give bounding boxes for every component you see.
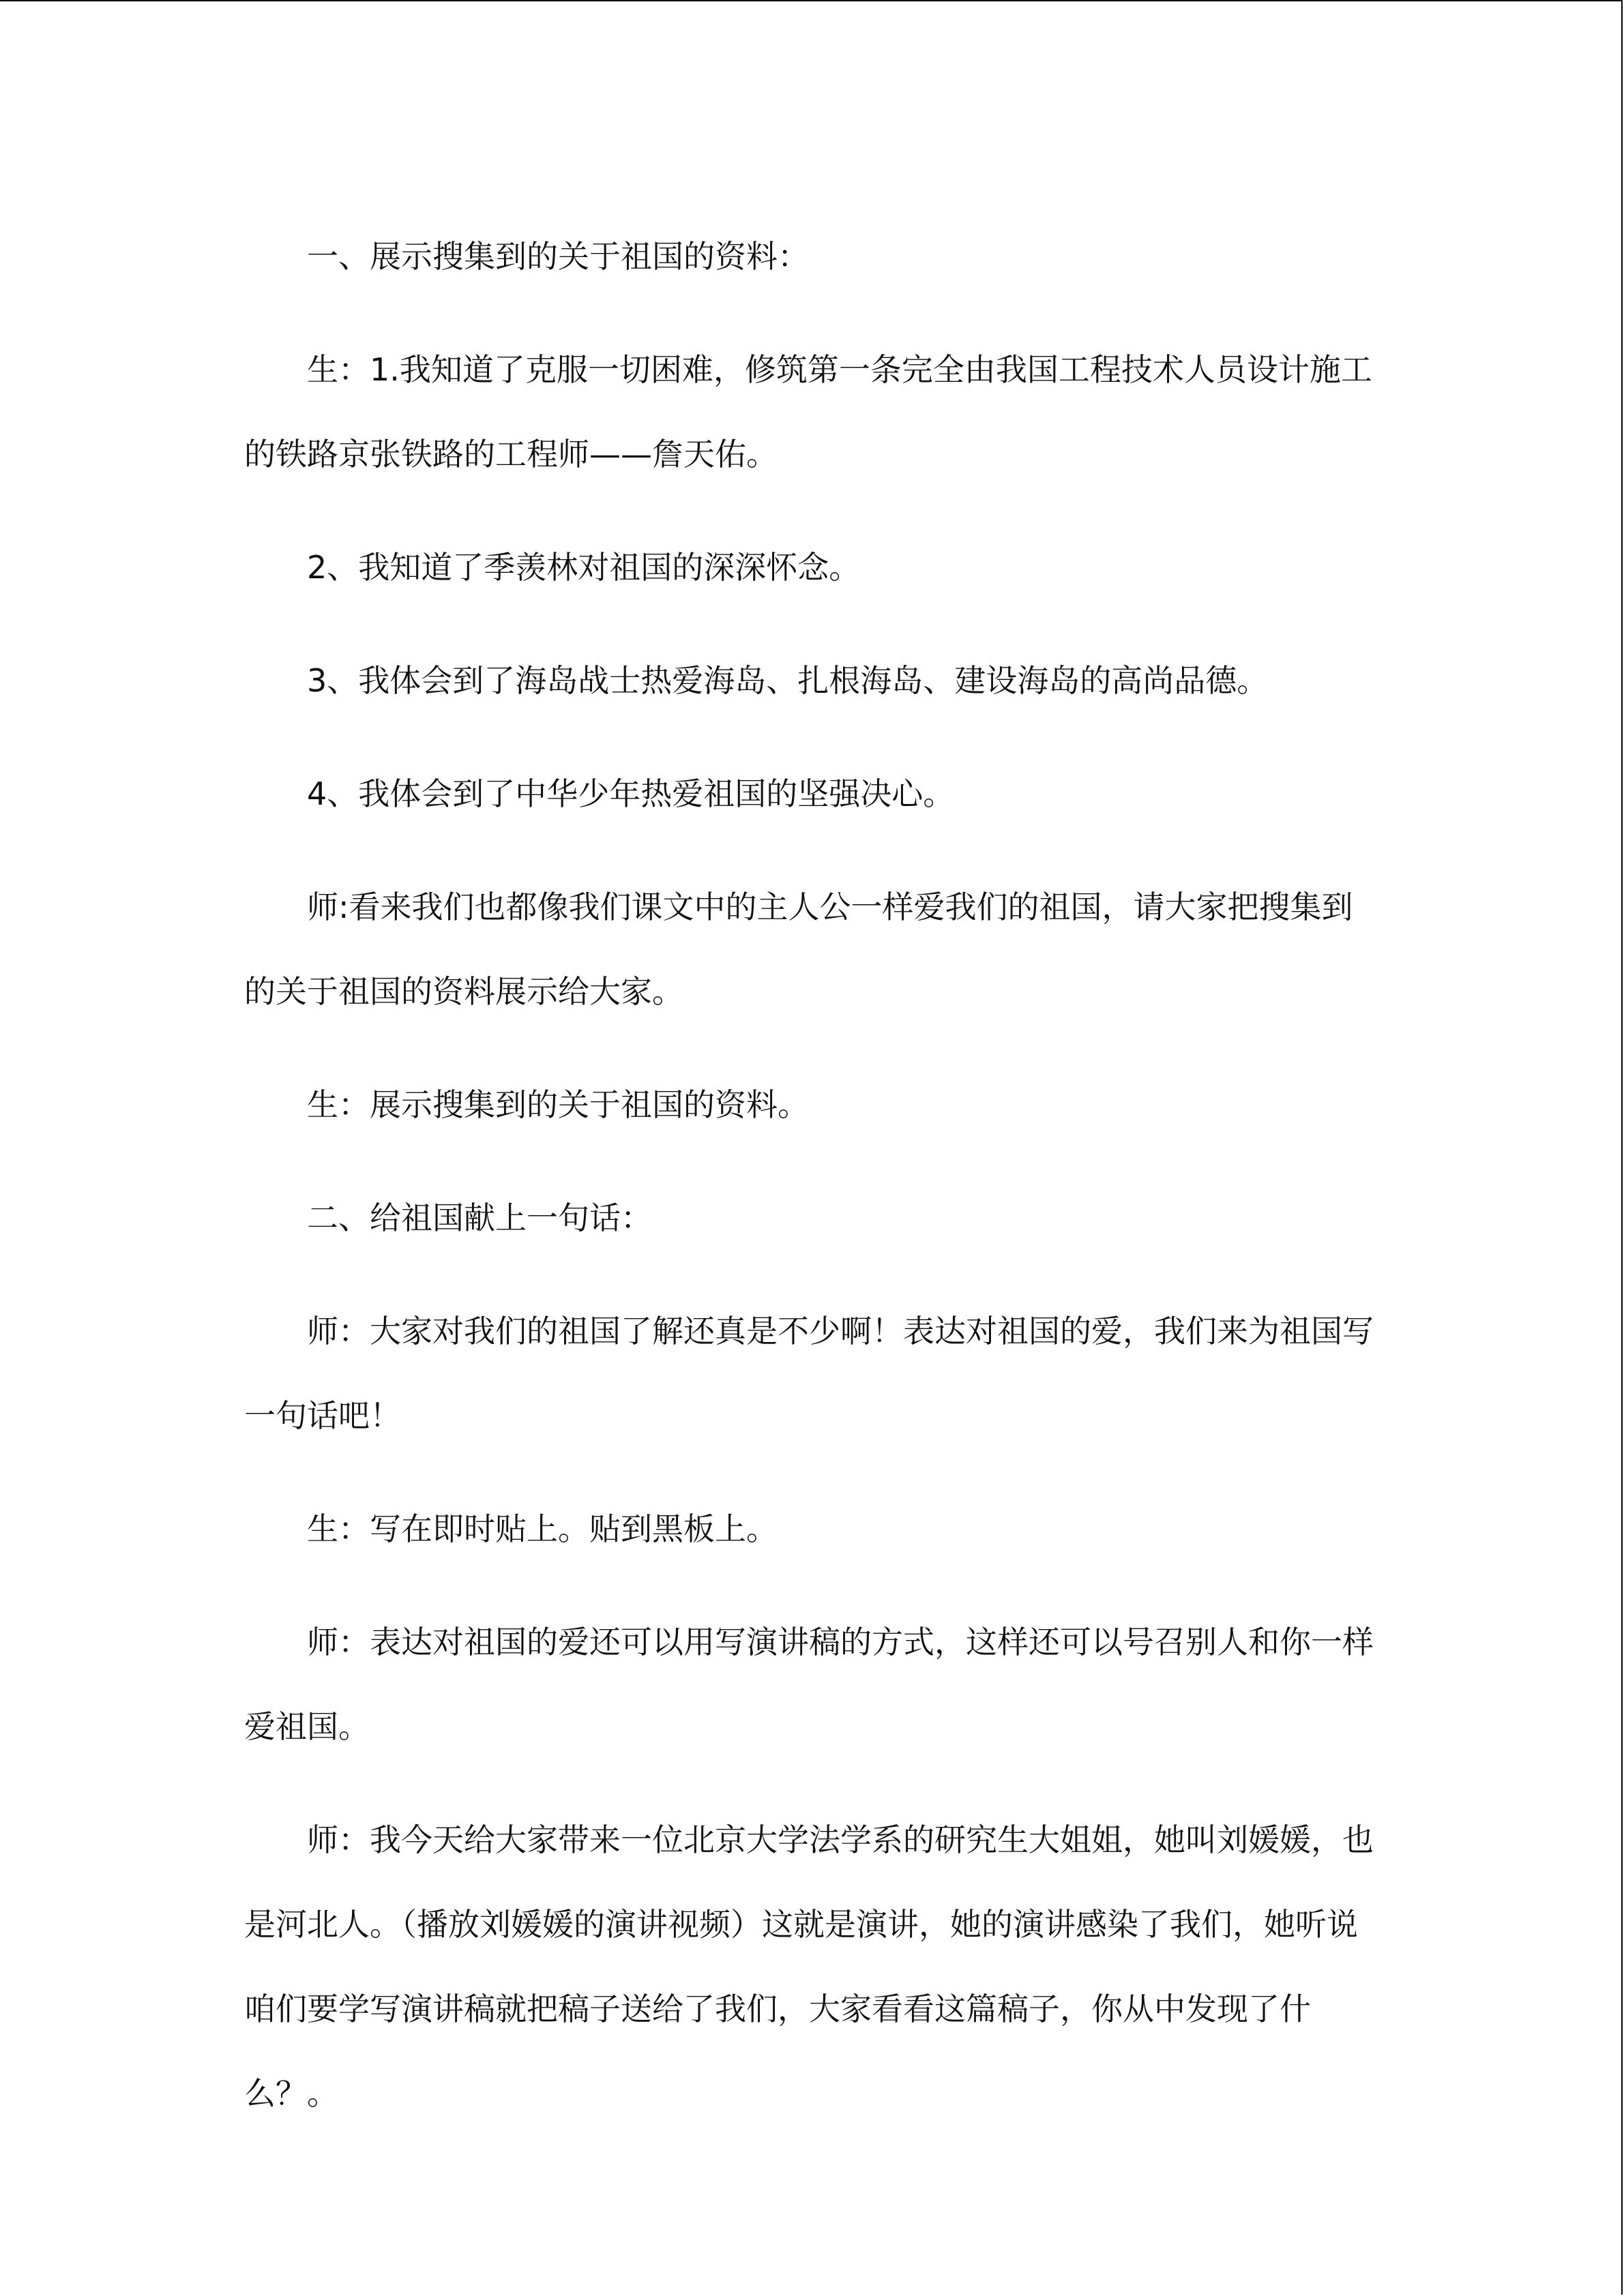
paragraph-teacher-4: 师：我今天给大家带来一位北京大学法学系的研究生大姐姐，她叫刘媛媛，也是河北人。（播放刘媛媛的演讲视频）这就是演讲，她的演讲感染了我们，她听说咱们要学写演讲稿就把稿子送给了我们，大家看看这篇稿子，你从中发现了什么？。 — [244, 1821, 1374, 2112]
paragraph-student-2: 2、我知道了季羡林对祖国的深深怀念。 — [307, 549, 861, 586]
heading-section-one: 一、展示搜集到的关于祖国的资料： — [307, 238, 809, 275]
paragraph-teacher-3: 师：表达对祖国的爱还可以用写演讲稿的方式，这样还可以号召别人和你一样爱祖国。 — [244, 1624, 1374, 1745]
heading-section-two: 二、给祖国献上一句话： — [307, 1199, 652, 1236]
paragraph-student-4: 4、我体会到了中华少年热爱祖国的坚强决心。 — [307, 775, 955, 812]
paragraph-student-6: 生：写在即时贴上。贴到黑板上。 — [307, 1510, 778, 1547]
paragraph-teacher-2: 师：大家对我们的祖国了解还真是不少啊！表达对祖国的爱，我们来为祖国写一句话吧！ — [244, 1313, 1374, 1434]
paragraph-teacher-1: 师:看来我们也都像我们课文中的主人公一样爱我们的祖国，请大家把搜集到的关于祖国的资料展示给大家。 — [244, 889, 1353, 1010]
paragraph-student-3: 3、我体会到了海岛战士热爱海岛、扎根海岛、建设海岛的高尚品德。 — [307, 662, 1269, 699]
document-body — [244, 214, 1376, 2164]
paragraph-student-1: 生：1.我知道了克服一切困难，修筑第一条完全由我国工程技术人员设计施工的铁路京张铁路的工程师——詹天佑。 — [244, 351, 1372, 473]
paragraph-student-5: 生：展示搜集到的关于祖国的资料。 — [307, 1086, 809, 1123]
